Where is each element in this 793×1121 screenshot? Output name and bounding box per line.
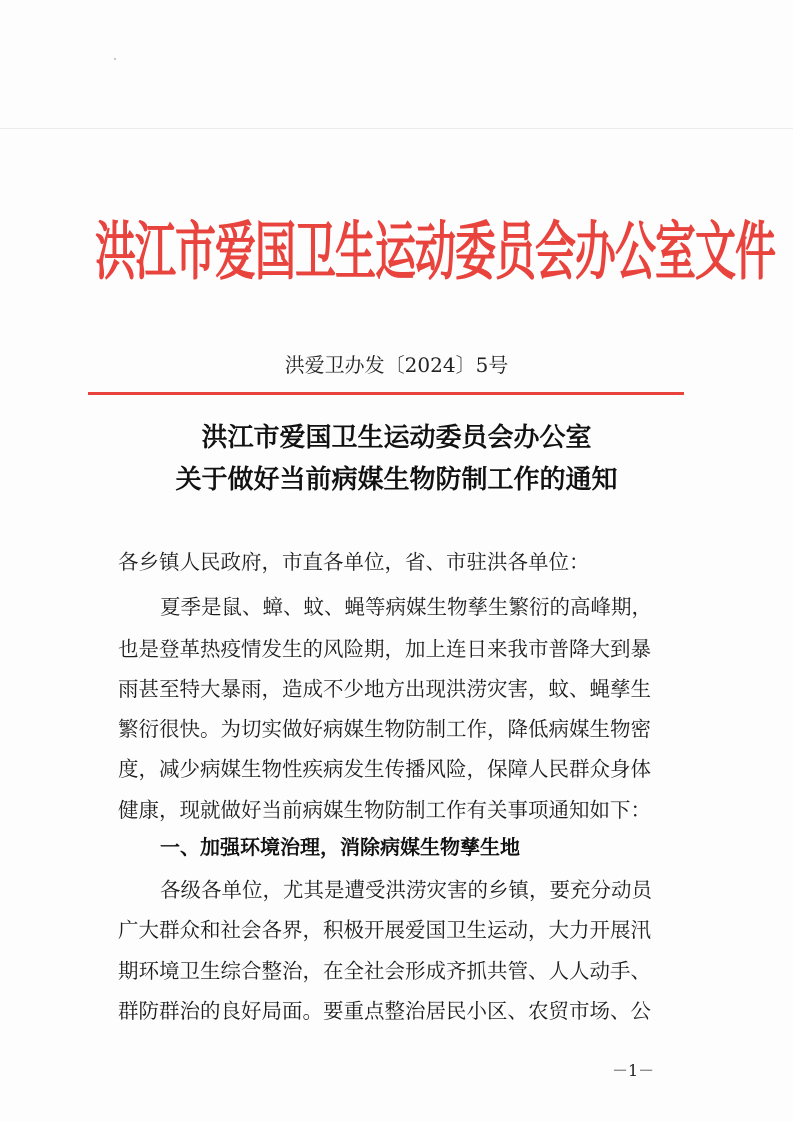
salutation: 各乡镇人民政府，市直各单位，省、市驻洪各单位： bbox=[118, 550, 590, 574]
paragraph-1-line-1: 夏季是鼠、蟑、蚊、蝇等病媒生物孳生繁衍的高峰期， bbox=[160, 595, 652, 619]
paragraph-1-line-2: 也是登革热疫情发生的风险期，加上连日来我市普降大到暴 bbox=[118, 637, 651, 661]
paragraph-1-line-4: 繁衍很快。为切实做好病媒生物防制工作，降低病媒生物密 bbox=[118, 717, 651, 741]
document-title-line-2: 关于做好当前病媒生物防制工作的通知 bbox=[175, 465, 618, 495]
paragraph-1-line-6: 健康，现就做好当前病媒生物防制工作有关事项通知如下： bbox=[118, 798, 651, 822]
paragraph-2-line-2: 广大群众和社会各界，积极开展爱国卫生运动，大力开展汛 bbox=[118, 918, 651, 942]
paragraph-1-line-5: 度，减少病媒生物性疾病发生传播风险，保障人民群众身体 bbox=[118, 757, 651, 781]
paragraph-1-line-3: 雨甚至特大暴雨，造成不少地方出现洪涝灾害，蚊、蝇孳生 bbox=[118, 677, 651, 701]
red-separator-line bbox=[88, 392, 684, 395]
document-number: 洪爱卫办发〔2024〕5号 bbox=[284, 353, 509, 377]
scan-edge-line bbox=[0, 128, 793, 129]
paragraph-2-line-1: 各级各单位，尤其是遭受洪涝灾害的乡镇，要充分动员 bbox=[160, 878, 652, 902]
document-title-line-1: 洪江市爱国卫生运动委员会办公室 bbox=[201, 423, 592, 453]
paragraph-2-line-3: 期环境卫生综合整治，在全社会形成齐抓共管、人人动手、 bbox=[118, 959, 651, 983]
section-1-heading: 一、加强环境治理，消除病媒生物孳生地 bbox=[160, 835, 520, 859]
page-number: －1－ bbox=[612, 1061, 655, 1080]
paragraph-2-line-4: 群防群治的良好局面。要重点整治居民小区、农贸市场、公 bbox=[118, 999, 651, 1023]
document-masthead: 洪江市爱国卫生运动委员会办公室文件 bbox=[95, 214, 775, 290]
scan-speck bbox=[114, 58, 116, 60]
